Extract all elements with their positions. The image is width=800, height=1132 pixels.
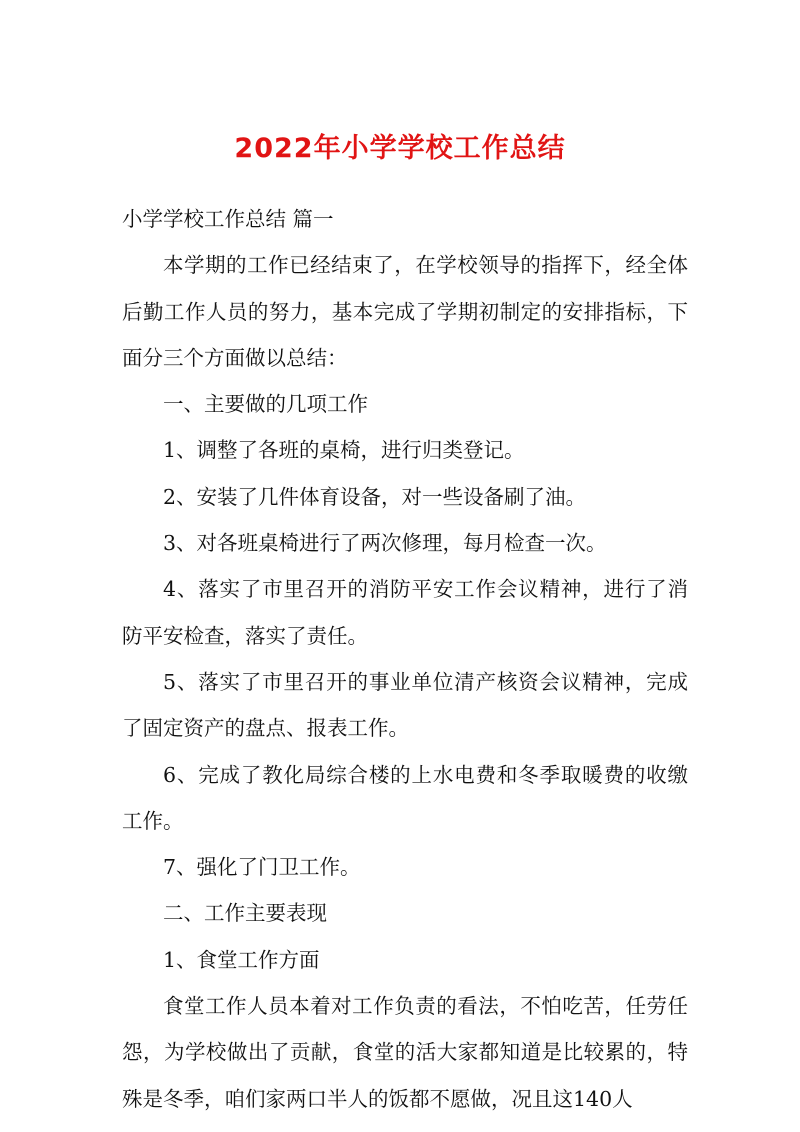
list-item: 6、完成了教化局综合楼的上水电费和冬季取暖费的收缴工作。 — [122, 762, 688, 833]
list-item: 7、强化了门卫工作。 — [163, 855, 361, 880]
document-title: 2022年小学学校工作总结 — [234, 133, 566, 164]
list-item: 3、对各班桌椅进行了两次修理，每月检查一次。 — [163, 531, 607, 556]
document-body — [122, 196, 688, 1122]
paragraph: 小学学校工作总结 篇一 — [122, 207, 334, 231]
list-item: 5、落实了市里召开的事业单位清产核资会议精神，完成了固定资产的盘点、报表工作。 — [122, 669, 688, 741]
list-item: 2、安装了几件体育设备，对一些设备刷了油。 — [163, 484, 587, 509]
list-item: 1、调整了各班的桌椅，进行归类登记。 — [163, 438, 525, 463]
section-heading: 一、主要做的几项工作 — [163, 392, 368, 417]
section-heading: 二、工作主要表现 — [163, 901, 327, 926]
paragraph: 本学期的工作已经结束了，在学校领导的指挥下，经全体后勤工作人员的努力，基本完成了学期初制定的安排指标，下面分三个方面做以总结： — [122, 253, 688, 370]
subsection-heading: 1、食堂工作方面 — [163, 947, 320, 972]
paragraph: 食堂工作人员本着对工作负责的看法，不怕吃苦，任劳任怨，为学校做出了贡献，食堂的活大家都知道是比较累的，特殊是冬季，咱们家两口半人的饭都不愿做，况且这140人 — [122, 994, 688, 1111]
list-item: 4、落实了市里召开的消防平安工作会议精神，进行了消防平安检查，落实了责任。 — [122, 577, 688, 648]
